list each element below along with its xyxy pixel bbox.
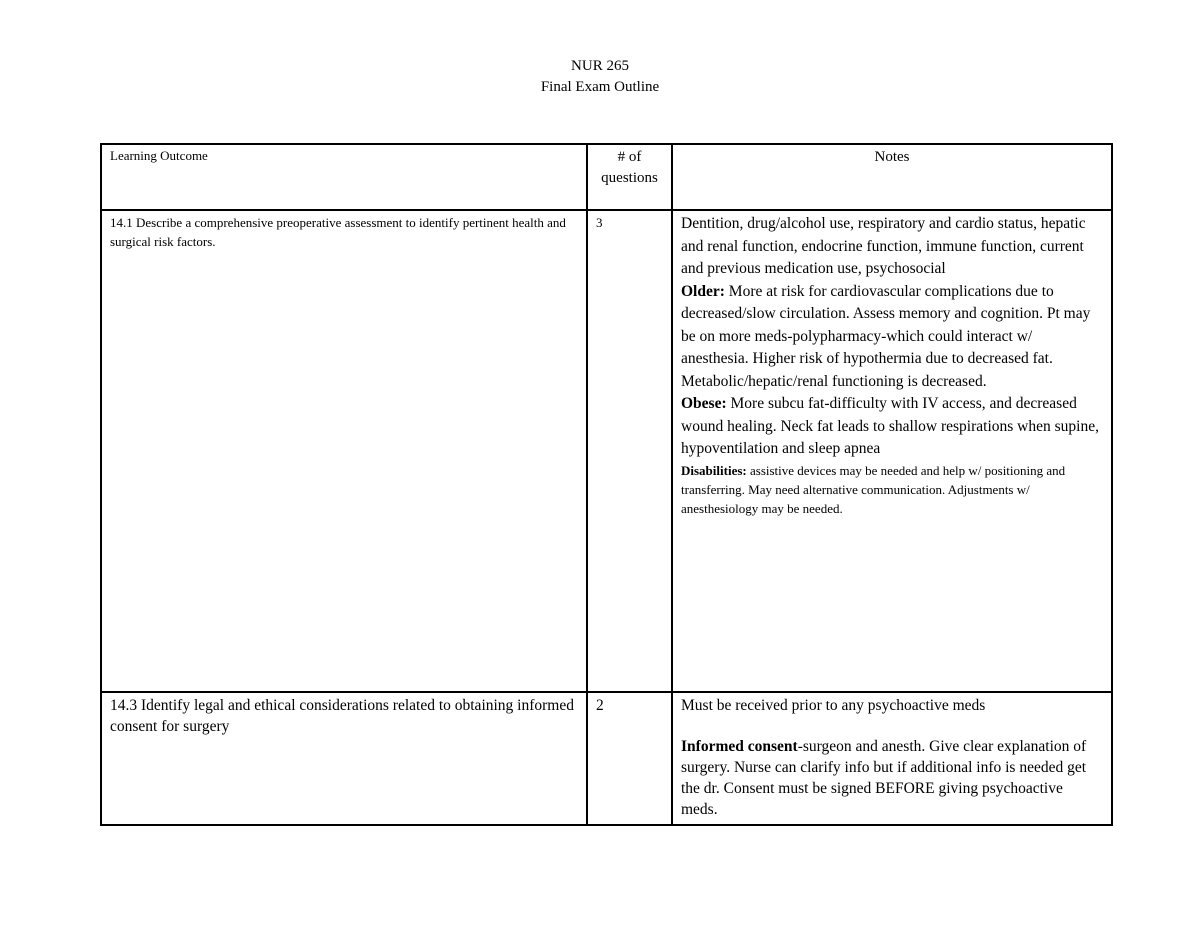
notes-disabilities-text: assistive devices may be needed and help w/ positioning and transferring. May need alternative communication. Adjustments w/ anesthesiology may be needed. (681, 462, 1066, 516)
column-header-notes: Notes (672, 144, 1112, 210)
notes-obese-label: Obese: (681, 395, 727, 412)
notes-spacer (681, 716, 1103, 736)
learning-outcome-cell: 14.1 Describe a comprehensive preoperative assessment to identify pertinent health and surgical risk factors. (101, 210, 587, 692)
notes-older-label: Older: (681, 282, 725, 300)
notes-consent-text: -surgeon and anesth. Give clear explanation of surgery. Nurse can clarify info but if additional info is needed get the dr. Consent must be signed BEFORE giving psychoactive meds. (681, 738, 1087, 818)
course-code: NUR 265 (571, 58, 629, 74)
notes-line1: Must be received prior to any psychoactive meds (681, 697, 986, 714)
notes-obese (681, 393, 1103, 461)
notes-consent-label: Informed consent (681, 738, 798, 755)
question-count-cell: 2 (587, 692, 672, 825)
document-title: Final Exam Outline (540, 79, 660, 95)
document-header (0, 56, 1200, 98)
column-header-learning-outcome: Learning Outcome (101, 144, 587, 210)
notes-cell (672, 692, 1112, 825)
exam-outline-table (100, 143, 1113, 826)
notes-disabilities-label: Disabilities: (681, 462, 747, 478)
table-row (101, 210, 1112, 692)
table-header-row (101, 144, 1112, 210)
notes-cell (672, 210, 1112, 692)
notes-intro: Dentition, drug/alcohol use, respiratory and cardio status, hepatic and renal function, endocrine function, immune function, current and previous medication use, psychosocial (681, 215, 1086, 277)
notes-older-text: More at risk for cardiovascular complications due to decreased/slow circulation. Assess memory and cognition. Pt may be on more meds-polypharmacy-which could interact w/ anesthesia. Higher risk of hypothermia due to decreased fat. Metabolic/hepatic/renal functioning is decreased. (681, 282, 1091, 390)
notes-obese-text: More subcu fat-difficulty with IV access, and decreased wound healing. Neck fat leads to shallow respirations when supine, hypoventilation and sleep apnea (681, 395, 1099, 457)
table-row (101, 692, 1112, 825)
question-count-cell: 3 (587, 210, 672, 692)
notes-disabilities (681, 461, 1103, 518)
column-header-question-count: # of questions (587, 144, 672, 210)
learning-outcome-cell: 14.3 Identify legal and ethical considerations related to obtaining informed consent for surgery (101, 692, 587, 825)
notes-older (681, 281, 1103, 394)
notes-consent (681, 736, 1103, 820)
